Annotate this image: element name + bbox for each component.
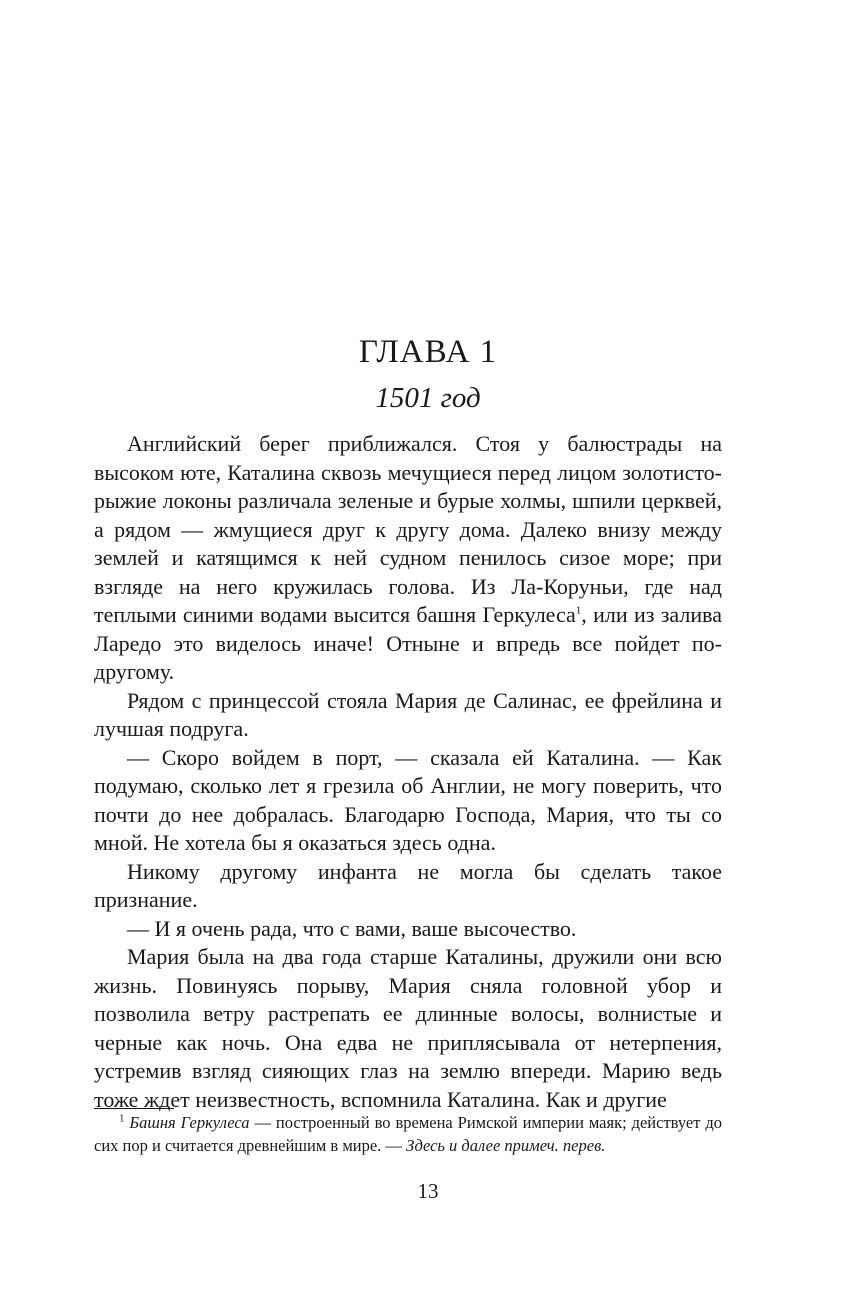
page-number: 13 bbox=[417, 1179, 439, 1203]
paragraph: — И я очень рада, что с вами, ваше высочество. bbox=[127, 915, 577, 941]
footnote bbox=[94, 1111, 722, 1157]
paragraph: Рядом с принцессой стояла Мария де Салинас, ее фрейлина и лучшая подруга. bbox=[94, 687, 722, 741]
paragraph-text: , или из залива Ларедо это виделось иначе! Отныне и впредь все пойдет по-другому. bbox=[94, 602, 722, 684]
footnote-number: 1 bbox=[119, 1112, 125, 1125]
paragraph bbox=[94, 430, 722, 687]
paragraph: Никому другому инфанта не могла бы сделать такое признание. bbox=[94, 858, 722, 912]
translator-note: Здесь и далее примеч. перев. bbox=[406, 1136, 606, 1155]
chapter-title: ГЛАВА 1 bbox=[358, 334, 498, 370]
paragraph-text: Английский берег приближался. Стоя у балюстрады на высоком юте, Каталина сквозь мечущиеся перед лицом золотисто-рыжие локоны различала зеленые и бурые холмы, шпили церквей, а рядом — жмущиеся друг к другу дома. Далеко внизу между землей и катящимся к ней судном пенилось сизое море; при взгляде на него кружилась голова. Из Ла-Коруньи, где над теплыми синими водами высится башня Геркулеса bbox=[94, 431, 722, 627]
footnote-term: Башня Геркулеса bbox=[129, 1113, 250, 1132]
paragraph: — Скоро войдем в порт, — сказала ей Каталина. — Как подумаю, сколько лет я грезила об Англии, не могу поверить, что почти до нее добралась. Благодарю Господа, Мария, что ты со мной. Не хотела бы я оказаться здесь одна. bbox=[94, 744, 722, 855]
chapter-year: 1501 год bbox=[375, 382, 481, 414]
body-text bbox=[94, 430, 722, 1114]
paragraph: Мария была на два года старше Каталины, дружили они всю жизнь. Повинуясь порыву, Мария сняла головной убор и позволила ветру растрепать ее длинные волосы, волнистые и черные как ночь. Она едва не приплясывала от нетерпения, устремив взгляд сияющих глаз на землю впереди. Марию ведь тоже ждет неизвестность, вспомнила Каталина. Как и другие bbox=[94, 944, 722, 1112]
footnote-text: — построенный во времена Римской империи маяк; действует до сих пор и считается древнейшим в мире. — bbox=[94, 1113, 723, 1155]
footnote-separator bbox=[94, 1108, 174, 1109]
footnote-reference[interactable]: 1 bbox=[575, 604, 582, 617]
